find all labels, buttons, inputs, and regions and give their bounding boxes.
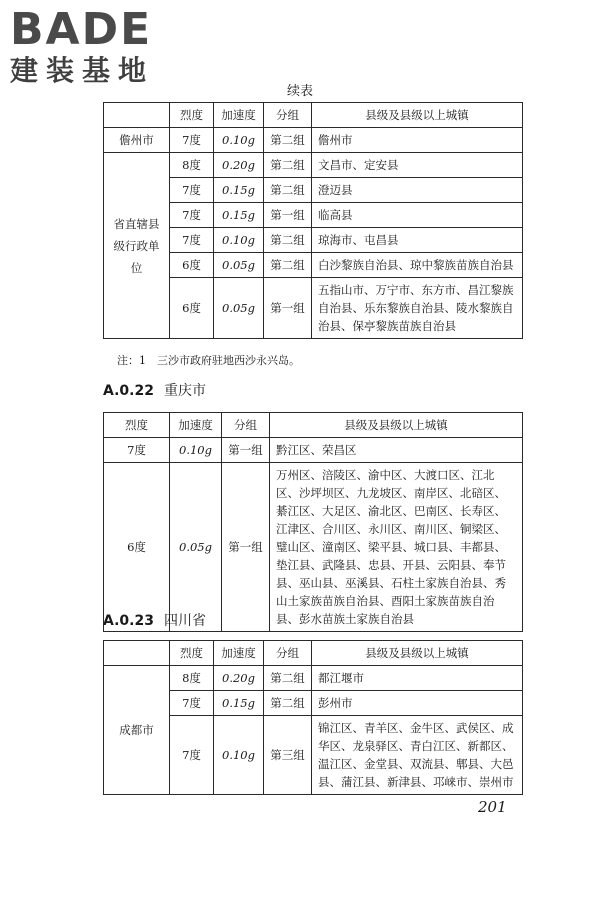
header-region	[104, 103, 170, 128]
towns-cell: 锦江区、青羊区、金牛区、武侯区、成华区、龙泉驿区、青白江区、新都区、温江区、金堂县、双流县、郫县、大邑县、蒲江县、新津县、邛崃市、崇州市	[312, 716, 523, 795]
page-number: 201	[478, 798, 507, 816]
intensity-cell: 8度	[170, 666, 214, 691]
region-cell: 儋州市	[104, 128, 170, 153]
group-cell: 第二组	[264, 128, 312, 153]
towns-cell: 五指山市、万宁市、东方市、昌江黎族自治县、乐东黎族自治县、陵水黎族自治县、保亭黎族苗族自治县	[312, 278, 523, 339]
table-note: 注：1 三沙市政府驻地西沙永兴岛。	[117, 354, 300, 367]
towns-cell: 彭州市	[312, 691, 523, 716]
intensity-cell: 7度	[170, 228, 214, 253]
table-row	[104, 463, 523, 632]
towns-cell: 白沙黎族自治县、琼中黎族苗族自治县	[312, 253, 523, 278]
header-region	[104, 641, 170, 666]
group-cell: 第一组	[222, 463, 270, 632]
intensity-cell: 7度	[170, 716, 214, 795]
accel-cell: 0.10g	[214, 716, 264, 795]
section-title: 四川省	[163, 613, 206, 629]
accel-cell: 0.10g	[214, 228, 264, 253]
accel-cell: 0.15g	[214, 691, 264, 716]
header-intensity: 烈度	[170, 641, 214, 666]
table-header-row	[104, 103, 523, 128]
accel-cell: 0.15g	[214, 178, 264, 203]
table-row	[104, 438, 523, 463]
towns-cell: 文昌市、定安县	[312, 153, 523, 178]
group-cell: 第二组	[264, 691, 312, 716]
header-accel: 加速度	[214, 641, 264, 666]
towns-cell: 临高县	[312, 203, 523, 228]
group-cell: 第一组	[264, 278, 312, 339]
header-group: 分组	[264, 641, 312, 666]
region-cell: 成都市	[104, 666, 170, 795]
towns-cell: 儋州市	[312, 128, 523, 153]
group-cell: 第三组	[264, 716, 312, 795]
accel-cell: 0.20g	[214, 666, 264, 691]
table-caption: 续表	[286, 84, 313, 99]
header-group: 分组	[264, 103, 312, 128]
header-group: 分组	[222, 413, 270, 438]
table-sichuan	[103, 640, 523, 795]
group-cell: 第二组	[264, 253, 312, 278]
table-header-row	[104, 641, 523, 666]
intensity-cell: 7度	[170, 128, 214, 153]
intensity-cell: 6度	[170, 278, 214, 339]
accel-cell: 0.20g	[214, 153, 264, 178]
group-cell: 第二组	[264, 228, 312, 253]
table-row	[104, 666, 523, 691]
section-number: A.0.23	[103, 613, 154, 629]
group-cell: 第一组	[222, 438, 270, 463]
intensity-cell: 8度	[170, 153, 214, 178]
group-cell: 第二组	[264, 178, 312, 203]
intensity-cell: 7度	[170, 178, 214, 203]
header-intensity: 烈度	[170, 103, 214, 128]
logo-subtitle: 建装基地	[10, 54, 155, 87]
header-intensity: 烈度	[104, 413, 170, 438]
section-heading-sichuan	[103, 610, 206, 630]
group-cell: 第二组	[264, 153, 312, 178]
table-row	[104, 128, 523, 153]
intensity-cell: 6度	[104, 463, 170, 632]
logo-wordmark	[10, 6, 178, 54]
towns-cell: 都江堰市	[312, 666, 523, 691]
accel-cell: 0.10g	[170, 438, 222, 463]
header-accel: 加速度	[214, 103, 264, 128]
section-title: 重庆市	[163, 383, 206, 399]
header-towns: 县级及县级以上城镇	[270, 413, 523, 438]
intensity-cell: 7度	[170, 203, 214, 228]
towns-cell: 琼海市、屯昌县	[312, 228, 523, 253]
intensity-cell: 6度	[170, 253, 214, 278]
table-hainan-continued	[103, 102, 523, 339]
intensity-cell: 7度	[170, 691, 214, 716]
logo-brand-text: BADE	[10, 4, 153, 55]
brand-logo	[10, 6, 178, 88]
accel-cell: 0.05g	[214, 278, 264, 339]
header-towns: 县级及县级以上城镇	[312, 103, 523, 128]
towns-cell: 黔江区、荣昌区	[270, 438, 523, 463]
group-cell: 第一组	[264, 203, 312, 228]
group-cell: 第二组	[264, 666, 312, 691]
accel-cell: 0.05g	[170, 463, 222, 632]
towns-cell: 万州区、涪陵区、渝中区、大渡口区、江北区、沙坪坝区、九龙坡区、南岸区、北碚区、綦江区、大足区、渝北区、巴南区、长寿区、江津区、合川区、永川区、南川区、铜梁区、璧山区、潼南区、梁平县、城口县、丰都县、垫江县、武隆县、忠县、开县、云阳县、奉节县、巫山县、巫溪县、石柱土家族自治县、秀山土家族苗族自治县、酉阳土家族苗族自治县、彭水苗族土家族自治县	[270, 463, 523, 632]
intensity-cell: 7度	[104, 438, 170, 463]
table-row	[104, 153, 523, 178]
header-towns: 县级及县级以上城镇	[312, 641, 523, 666]
section-heading-chongqing	[103, 380, 206, 400]
accel-cell: 0.15g	[214, 203, 264, 228]
section-number: A.0.22	[103, 383, 154, 399]
accel-cell: 0.05g	[214, 253, 264, 278]
table-chongqing	[103, 412, 523, 632]
towns-cell: 澄迈县	[312, 178, 523, 203]
header-accel: 加速度	[170, 413, 222, 438]
table-header-row	[104, 413, 523, 438]
region-cell: 省直辖县级行政单位	[104, 153, 170, 339]
accel-cell: 0.10g	[214, 128, 264, 153]
